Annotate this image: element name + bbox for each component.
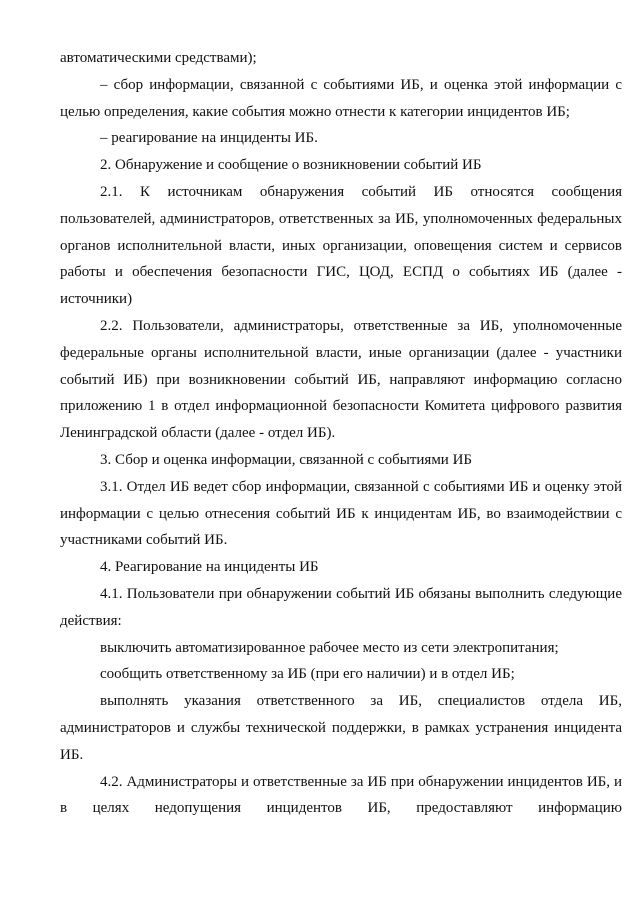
section-heading-4: 4. Реагирование на инциденты ИБ — [100, 559, 319, 576]
section-heading-2: 2. Обнаружение и сообщение о возникновении событий ИБ — [100, 157, 482, 174]
clause-4-1: 4.1. Пользователи при обнаружении событий ИБ обязаны выполнить следующие действия: — [60, 585, 622, 629]
document-body — [60, 45, 622, 822]
paragraph-continuation: автоматическими средствами); — [60, 50, 257, 66]
action-power-off: выключить автоматизированное рабочее место из сети электропитания; — [100, 639, 559, 656]
clause-2-2: 2.2. Пользователи, администраторы, ответственные за ИБ, уполномоченные федеральные органы исполнительной власти, иные организации (далее - участники событий ИБ) при возникновении событий ИБ, направляют информацию согласно приложению 1 в отдел информационной безопасности Комитета цифрового развития Ленинградской области (далее - отдел ИБ). — [60, 317, 622, 442]
list-item-collect-info: – сбор информации, связанной с событиями ИБ, и оценка этой информации с целью определения, какие события можно отнести к категории инцидентов ИБ; — [60, 76, 622, 120]
action-notify: сообщить ответственному за ИБ (при его наличии) и в отдел ИБ; — [100, 666, 515, 683]
action-follow-instructions: выполнять указания ответственного за ИБ, специалистов отдела ИБ, администраторов и службы технической поддержки, в рамках устранения инцидента ИБ. — [60, 693, 622, 763]
clause-4-2: 4.2. Администраторы и ответственные за ИБ при обнаружении инцидентов ИБ, и в целях недопущения инцидентов ИБ, предоставляют информацию — [60, 773, 622, 817]
clause-3-1: 3.1. Отдел ИБ ведет сбор информации, связанной с событиями ИБ и оценку этой информации с целью отнесения событий ИБ к инцидентам ИБ, во взаимодействии с участниками событий ИБ. — [60, 478, 622, 549]
clause-2-1: 2.1. К источникам обнаружения событий ИБ относятся сообщения пользователей, администраторов, ответственных за ИБ, уполномоченных федеральных органов исполнительной власти, иных организации, оповещения систем и сервисов работы и обеспечения безопасности ГИС, ЦОД, ЕСПД о событиях ИБ (далее - источники) — [60, 183, 622, 308]
section-heading-3: 3. Сбор и оценка информации, связанной с событиями ИБ — [100, 451, 473, 468]
list-item-response: – реагирование на инциденты ИБ. — [100, 130, 318, 147]
